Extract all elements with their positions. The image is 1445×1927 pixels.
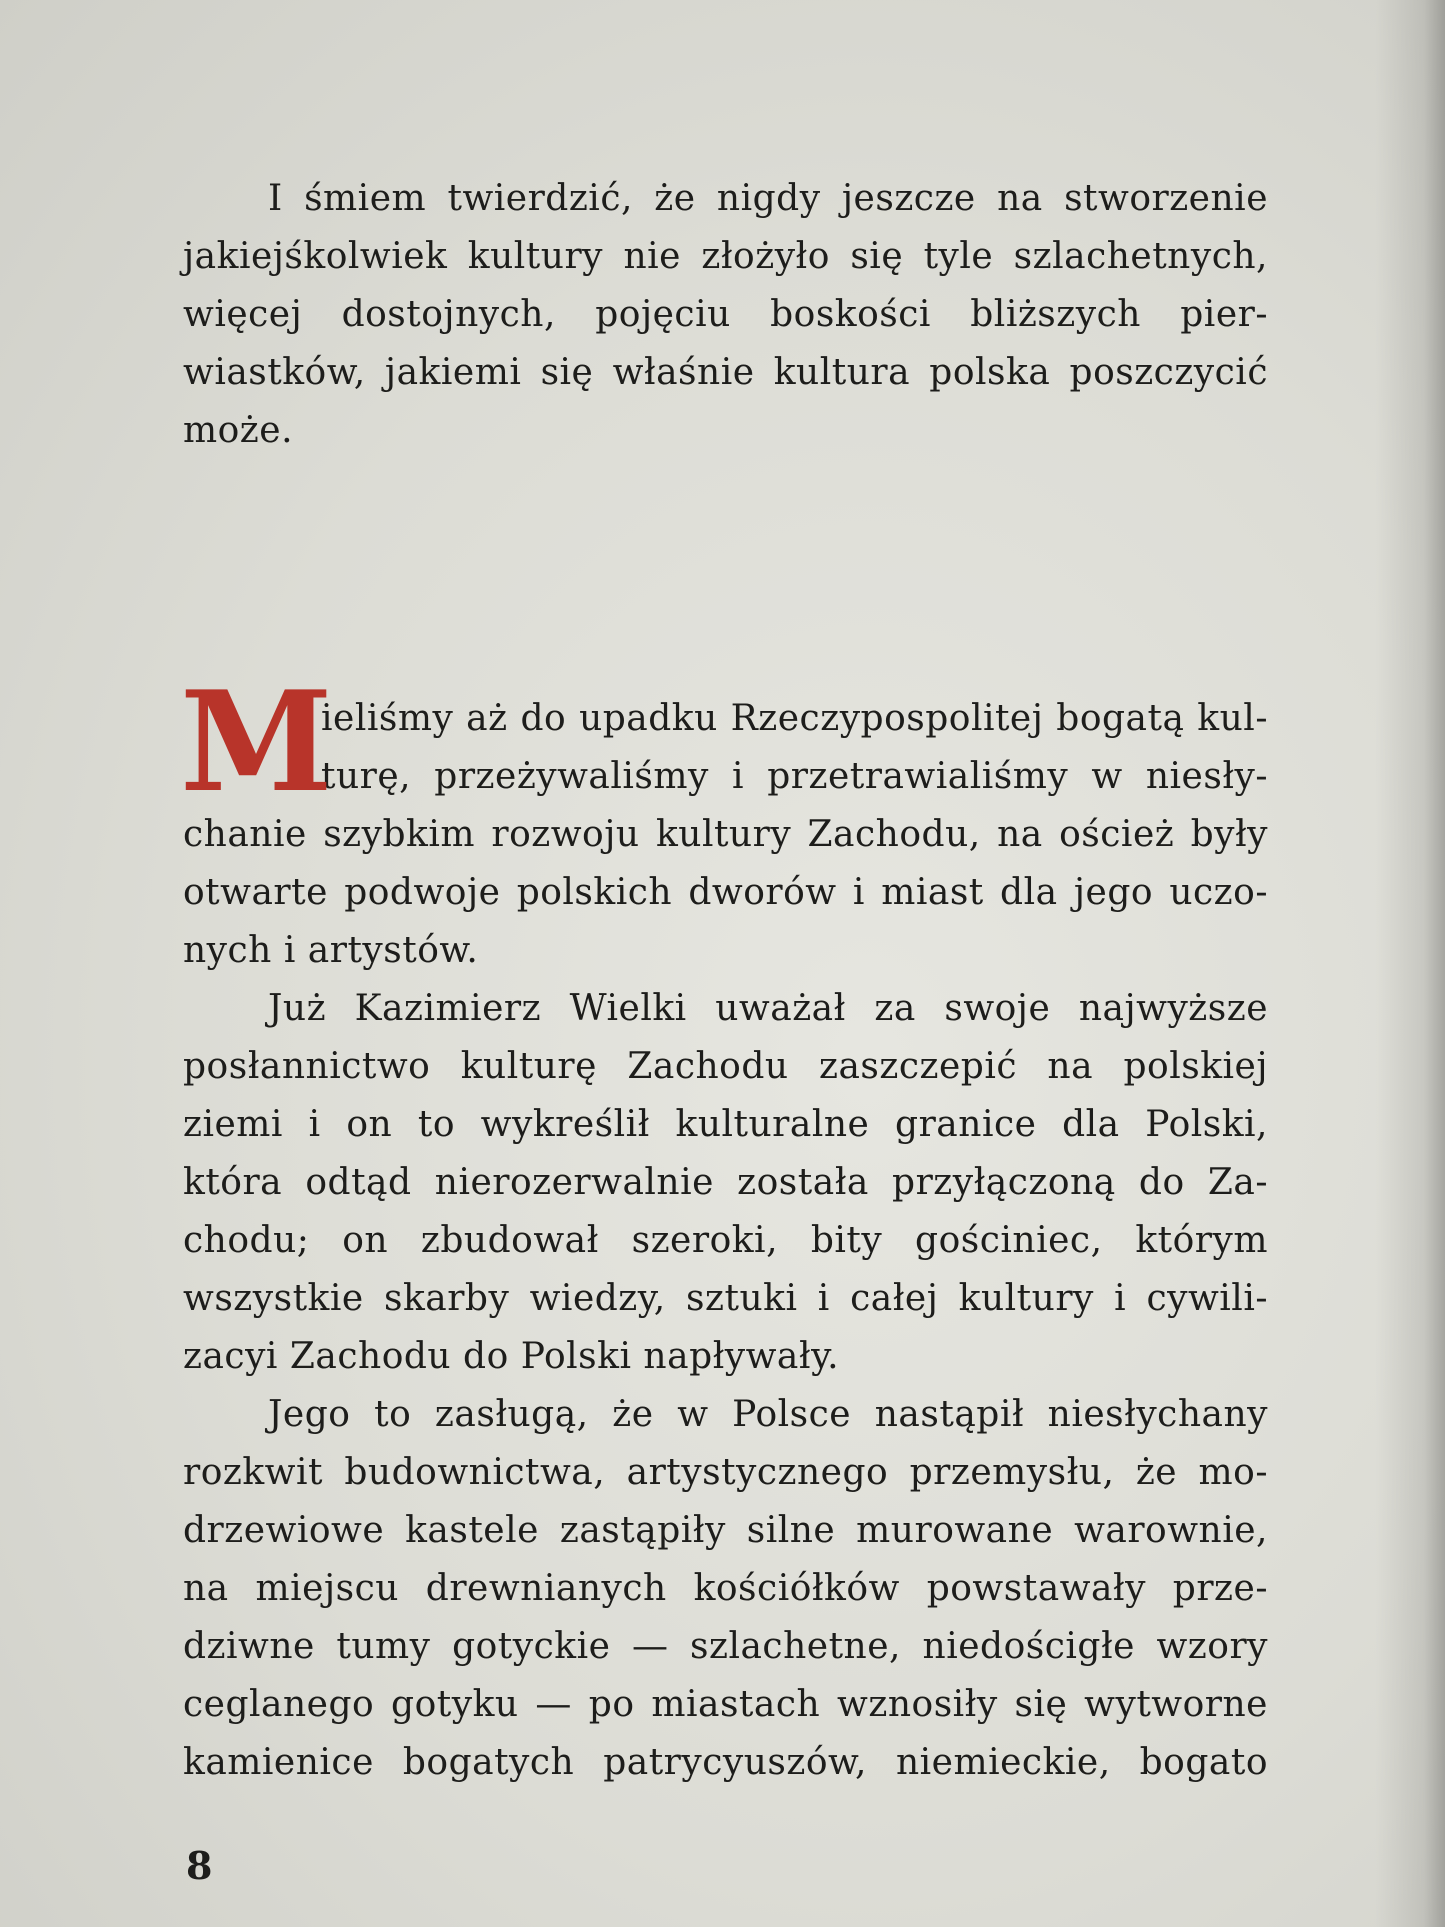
drop-cap-initial: M: [180, 660, 334, 823]
paragraph-4-line: Jego to zasługą, że w Polsce nastąpił niesłychany: [268, 1394, 1268, 1435]
paragraph-2-line: nych i artystów.: [183, 930, 479, 971]
paragraph-3-line: posłannictwo kulturę Zachodu zaszczepić na polskiej: [183, 1046, 1268, 1087]
paragraph-1-line: więcej dostojnych, pojęciu boskości bliższych pier-: [183, 294, 1268, 335]
paragraph-3: [183, 980, 1268, 1386]
paragraph-2: [180, 660, 1268, 980]
paragraph-1: [183, 170, 1268, 460]
paragraph-2-line: chanie szybkim rozwoju kultury Zachodu, na oścież były: [183, 814, 1268, 855]
paragraph-3-line: chodu; on zbudował szeroki, bity gościniec, którym: [183, 1220, 1268, 1261]
paragraph-1-line: jakiejśkolwiek kultury nie złożyło się tyle szlachetnych,: [183, 236, 1268, 277]
paragraph-4-line: rozkwit budownictwa, artystycznego przemysłu, że mo-: [183, 1452, 1268, 1493]
paragraph-3-line: która odtąd nierozerwalnie została przyłączoną do Za-: [183, 1162, 1268, 1203]
paragraph-4-line: drzewiowe kastele zastąpiły silne murowane warownie,: [183, 1510, 1268, 1551]
paragraph-3-line: ziemi i on to wykreślił kulturalne granice dla Polski,: [183, 1104, 1268, 1145]
paragraph-3-line: zacyi Zachodu do Polski napływały.: [183, 1336, 840, 1377]
paragraph-4: [183, 1386, 1268, 1792]
paragraph-4-line: kamienice bogatych patrycyuszów, niemieckie, bogato: [183, 1742, 1268, 1783]
paragraph-1-line: może.: [183, 410, 294, 451]
paragraph-1-line: I śmiem twierdzić, że nigdy jeszcze na stworzenie: [268, 178, 1268, 219]
paragraph-1-line: wiastków, jakiemi się właśnie kultura polska poszczycić: [183, 352, 1268, 393]
paragraph-2-line: turę, przeżywaliśmy i przetrawialiśmy w niesły-: [321, 756, 1268, 797]
paragraph-3-line: Już Kazimierz Wielki uważał za swoje najwyższe: [268, 988, 1268, 1029]
paragraph-4-line: ceglanego gotyku — po miastach wznosiły się wytworne: [183, 1684, 1268, 1725]
paragraph-4-line: dziwne tumy gotyckie — szlachetne, niedościgłe wzory: [183, 1626, 1268, 1667]
paragraph-2-line: ieliśmy aż do upadku Rzeczypospolitej bogatą kul-: [321, 698, 1268, 739]
paragraph-3-line: wszystkie skarby wiedzy, sztuki i całej kultury i cywili-: [183, 1278, 1268, 1319]
page-number: 8: [186, 1843, 213, 1888]
paragraph-2-line: otwarte podwoje polskich dworów i miast dla jego uczo-: [183, 872, 1268, 913]
paragraph-4-line: na miejscu drewnianych kościółków powstawały prze-: [183, 1568, 1268, 1609]
